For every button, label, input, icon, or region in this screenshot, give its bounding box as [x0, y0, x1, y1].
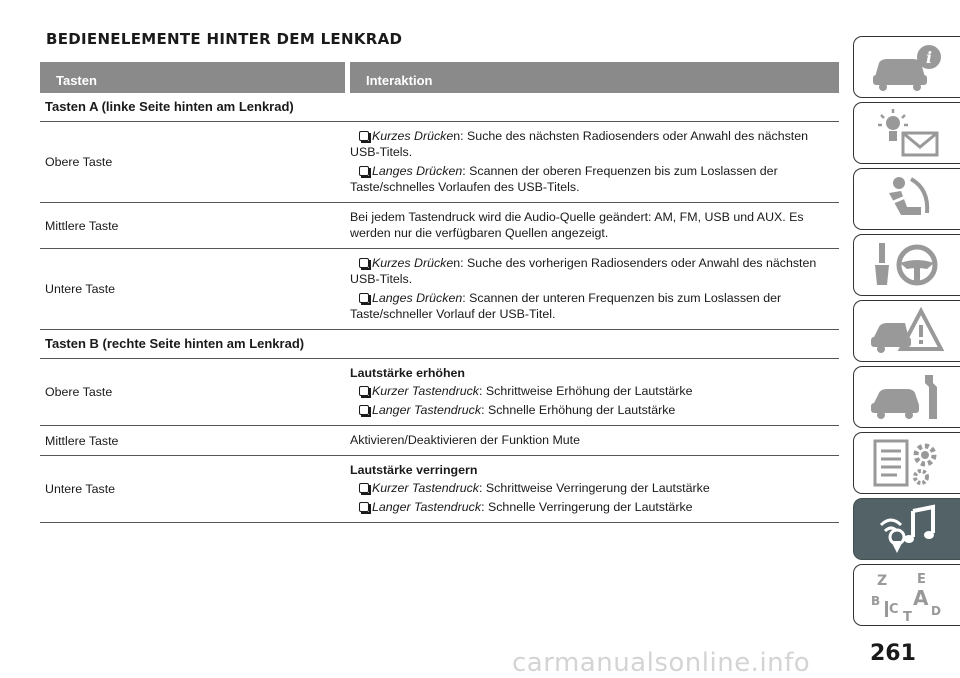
row-text: Aktivieren/Deaktivieren der Funktion Mute [350, 433, 581, 447]
header-tasten: Tasten [40, 62, 345, 93]
index-letters-icon [867, 569, 947, 621]
table-header [40, 62, 839, 93]
index-letter-z: Z [877, 573, 888, 589]
bullet-icon [359, 166, 369, 176]
multimedia-icon [867, 503, 947, 555]
item-text: : Schnelle Erhöhung der Lautstärke [481, 403, 676, 417]
item-em: Kurzes Drücke [372, 129, 454, 143]
item-text: : Schrittweise Verringerung der Lautstärke [478, 481, 710, 495]
bullet-icon [359, 386, 369, 396]
item-text: : Scannen der oberen Frequenzen bis zum Loslassen der Taste/schnelles Vorlaufen des USB-Titels. [350, 164, 778, 194]
index-letter-a: A [913, 586, 929, 610]
seat-safety-icon [867, 173, 947, 225]
group-a-title: Tasten A (linke Seite hinten am Lenkrad) [40, 93, 839, 122]
row-label: Obere Taste [45, 155, 113, 169]
bullet-icon [359, 483, 369, 493]
item-text: : Schnelle Verringerung der Lautstärke [481, 500, 693, 514]
item-text: : Scannen der unteren Frequenzen bis zum Loslassen der Taste/schneller Vorlauf der USB-Titel. [350, 291, 782, 321]
page-heading: BEDIENELEMENTE HINTER DEM LENKRAD [46, 30, 403, 48]
bullet-icon [359, 405, 369, 415]
table-row [40, 456, 839, 523]
item-em: Langer Tastendruck [372, 500, 482, 514]
index-letter-d: D [931, 604, 941, 618]
item-em: Langer Tastendruck [372, 403, 482, 417]
row-text: Bei jedem Tastendruck wird die Audio-Quelle geändert: AM, FM, USB und AUX. Es werden nur die verfügbaren Quellen angezeigt. [350, 210, 804, 240]
bullet-icon [359, 258, 369, 268]
watermark: carmanualsonline.info [512, 648, 811, 678]
item-em: Kurzer Tastendruck [372, 481, 479, 495]
row-subtitle: Lautstärke erhöhen [350, 366, 465, 380]
bullet-icon [359, 293, 369, 303]
row-label: Untere Taste [45, 282, 116, 296]
car-info-icon [867, 41, 947, 93]
header-interaktion: Interaktion [350, 62, 839, 93]
index-letter-t: T [903, 610, 912, 621]
controls-table [40, 62, 839, 523]
tab-specs[interactable] [853, 432, 960, 494]
row-label: Mittlere Taste [45, 433, 119, 448]
row-interaction [350, 122, 839, 202]
index-letter-c: C [889, 602, 899, 617]
svg-text:i: i [925, 48, 933, 67]
table-row [40, 203, 839, 249]
row-subtitle: Lautstärke verringern [350, 463, 478, 477]
tab-seat-safety[interactable] [853, 168, 960, 230]
table-row [40, 249, 839, 330]
tab-index[interactable] [853, 564, 960, 626]
table-row [40, 359, 839, 426]
specs-gear-icon [867, 437, 947, 489]
row-interaction [350, 359, 839, 425]
item-text: n: Suche des nächsten Radiosenders oder Anwahl des nächsten USB-Titels. [350, 129, 809, 159]
tab-warning-lights[interactable] [853, 102, 960, 164]
item-text: : Schrittweise Erhöhung der Lautstärke [478, 384, 693, 398]
table-row [40, 426, 839, 456]
key-steering-icon [867, 239, 947, 291]
index-letter-b: B [871, 594, 881, 608]
item-text: n: Suche des vorherigen Radiosenders oder Anwahl des nächsten USB-Titels. [350, 256, 817, 286]
warning-lights-icon [867, 107, 947, 159]
page-number: 261 [870, 641, 916, 666]
row-label: Untere Taste [45, 482, 116, 496]
table-row [40, 122, 839, 203]
breakdown-icon [867, 305, 947, 357]
group-b-title: Tasten B (rechte Seite hinten am Lenkrad) [40, 330, 839, 359]
item-em: Langes Drücken [372, 164, 463, 178]
row-interaction [350, 203, 839, 248]
row-interaction [350, 249, 839, 329]
index-letter-e: E [917, 572, 926, 587]
tab-multimedia[interactable] [853, 498, 960, 560]
row-interaction [350, 426, 839, 455]
row-label: Obere Taste [45, 385, 113, 399]
row-interaction [350, 456, 839, 522]
tab-car-service[interactable] [853, 366, 960, 428]
row-label: Mittlere Taste [45, 218, 119, 233]
car-service-icon [867, 371, 947, 423]
tab-key-steering[interactable] [853, 234, 960, 296]
item-em: Langes Drücken [372, 291, 463, 305]
bullet-icon [359, 502, 369, 512]
tab-car-info[interactable] [853, 36, 960, 98]
item-em: Kurzes Drücke [372, 256, 454, 270]
bullet-icon [359, 131, 369, 141]
item-em: Kurzer Tastendruck [372, 384, 479, 398]
tab-breakdown[interactable] [853, 300, 960, 362]
